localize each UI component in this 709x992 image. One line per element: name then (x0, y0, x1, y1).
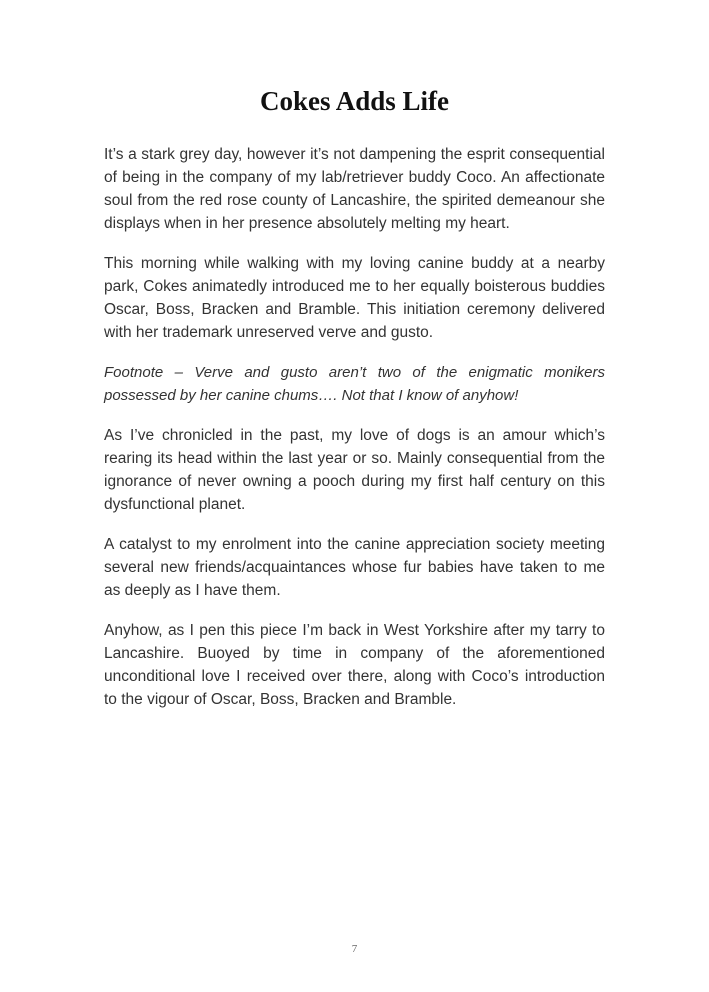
paragraph: It’s a stark grey day, however it’s not dampening the esprit consequential of being in the company of my lab/retriever buddy Coco. An affectionate soul from the red rose county of Lancashire, the spirited demeanour she displays when in her presence absolutely melting my heart. (104, 146, 605, 232)
paragraph: This morning while walking with my loving canine buddy at a nearby park, Cokes animatedly introduced me to her equally boisterous buddies Oscar, Boss, Bracken and Bramble. This initiation ceremony delivered with her trademark unreserved verve and gusto. (104, 255, 605, 341)
page-title: Cokes Adds Life (259, 86, 450, 116)
page-number: 7 (351, 943, 358, 955)
paragraph: Anyhow, as I pen this piece I’m back in West Yorkshire after my tarry to Lancashire. Buoyed by time in company of the aforementioned unconditional love I received over there, along with Coco’s introduction to the vigour of Oscar, Boss, Bracken and Bramble. (104, 622, 605, 708)
paragraph: A catalyst to my enrolment into the canine appreciation society meeting several new friends/acquaintances whose fur babies have taken to me as deeply as I have them. (104, 536, 605, 599)
body-text (104, 143, 605, 728)
footnote-paragraph: Footnote – Verve and gusto aren’t two of the enigmatic monikers possessed by her canine chums…. Not that I know of anyhow! (104, 364, 605, 404)
paragraph: As I’ve chronicled in the past, my love of dogs is an amour which’s rearing its head within the last year or so. Mainly consequential from the ignorance of never owning a pooch during my first half century on this dysfunctional planet. (104, 427, 605, 513)
